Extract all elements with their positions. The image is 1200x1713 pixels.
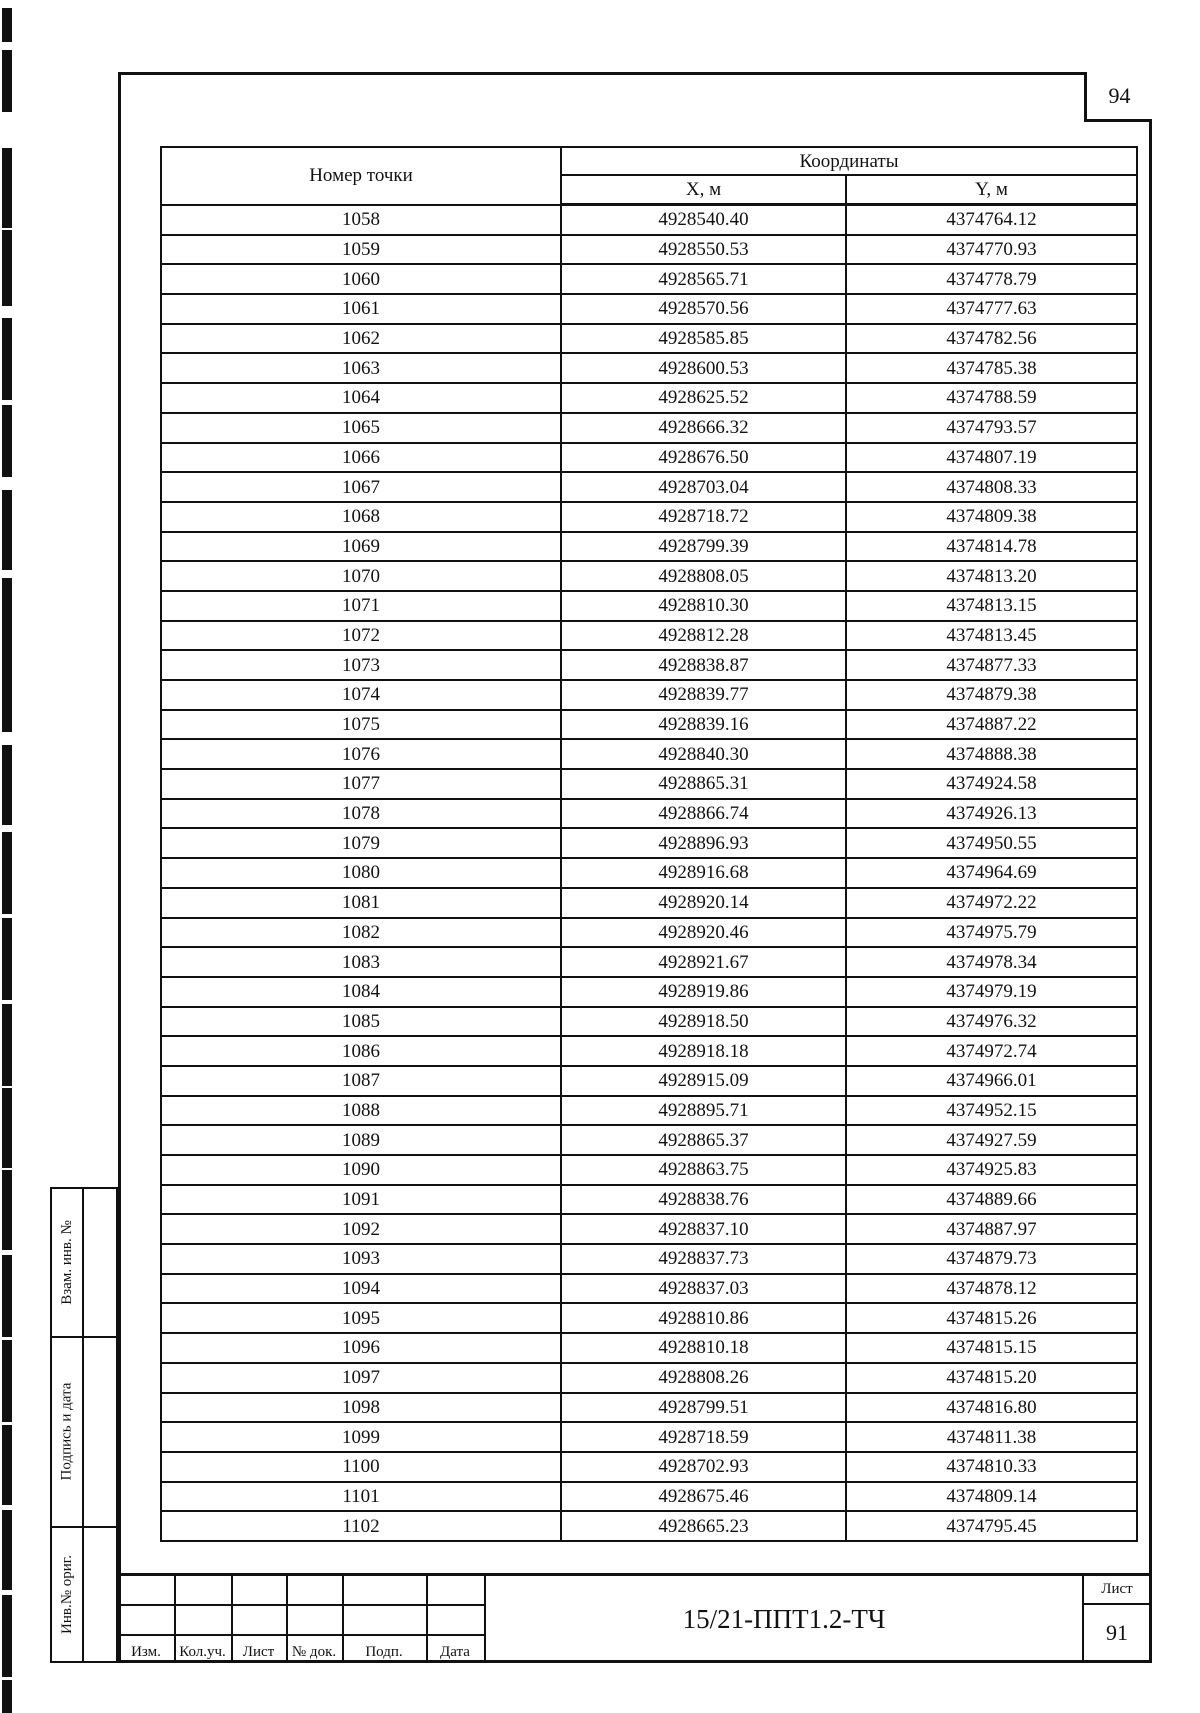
point-number-cell: 1068	[161, 502, 561, 532]
binding-mark	[2, 1340, 12, 1422]
y-coordinate-cell: 4374926.13	[846, 799, 1137, 829]
x-coordinate-cell: 4928585.85	[561, 324, 846, 354]
point-number-cell: 1072	[161, 621, 561, 651]
x-coordinate-cell: 4928837.73	[561, 1244, 846, 1274]
table-row	[161, 591, 1137, 621]
table-row	[161, 1096, 1137, 1126]
point-number-cell: 1084	[161, 977, 561, 1007]
side-label-podpis: Подпись и дата	[58, 1382, 75, 1480]
x-coordinate-cell: 4928808.05	[561, 561, 846, 591]
x-coordinate-cell: 4928838.87	[561, 650, 846, 680]
binding-mark	[2, 1425, 12, 1505]
sheet-label: Лист	[1082, 1576, 1152, 1605]
table-row	[161, 858, 1137, 888]
binding-mark	[2, 1595, 12, 1677]
x-coordinate-cell: 4928799.51	[561, 1393, 846, 1423]
binding-mark	[2, 1088, 12, 1168]
coordinates-table	[160, 146, 1138, 1542]
binding-mark	[2, 578, 12, 660]
y-coordinate-cell: 4374878.12	[846, 1274, 1137, 1304]
col-izm-label: Изм.	[131, 1644, 161, 1660]
binding-mark	[2, 1004, 12, 1086]
col-podp-label: Подп.	[365, 1644, 403, 1660]
x-coordinate-cell: 4928866.74	[561, 799, 846, 829]
x-coordinate-cell: 4928810.30	[561, 591, 846, 621]
x-coordinate-cell: 4928718.72	[561, 502, 846, 532]
table-row	[161, 383, 1137, 413]
point-number-cell: 1096	[161, 1333, 561, 1363]
binding-mark	[2, 918, 12, 1000]
y-coordinate-cell: 4374815.20	[846, 1363, 1137, 1393]
binding-mark	[2, 1680, 12, 1713]
x-coordinate-cell: 4928915.09	[561, 1066, 846, 1096]
point-number-cell: 1089	[161, 1125, 561, 1155]
col-kol-label: Кол.уч.	[179, 1644, 226, 1660]
point-number-cell: 1067	[161, 472, 561, 502]
col-list-label: Лист	[242, 1644, 275, 1660]
point-number-cell: 1071	[161, 591, 561, 621]
col-ndok-label: № док.	[291, 1644, 337, 1660]
binding-mark	[2, 318, 12, 400]
binding-mark	[2, 8, 12, 42]
table-row	[161, 1511, 1137, 1541]
x-coordinate-cell: 4928799.39	[561, 532, 846, 562]
point-number-cell: 1060	[161, 264, 561, 294]
y-coordinate-cell: 4374978.34	[846, 947, 1137, 977]
table-row	[161, 443, 1137, 473]
y-coordinate-cell: 4374807.19	[846, 443, 1137, 473]
point-number-cell: 1086	[161, 1036, 561, 1066]
table-row	[161, 324, 1137, 354]
y-coordinate-cell: 4374889.66	[846, 1185, 1137, 1215]
y-coordinate-cell: 4374813.15	[846, 591, 1137, 621]
y-coordinate-cell: 4374795.45	[846, 1511, 1137, 1541]
table-row	[161, 888, 1137, 918]
table-row	[161, 1274, 1137, 1304]
x-coordinate-cell: 4928837.03	[561, 1274, 846, 1304]
x-coordinate-cell: 4928810.86	[561, 1303, 846, 1333]
binding-mark	[2, 405, 12, 477]
table-body	[161, 205, 1137, 1541]
point-number-cell: 1062	[161, 324, 561, 354]
table-row	[161, 1214, 1137, 1244]
y-coordinate-cell: 4374879.73	[846, 1244, 1137, 1274]
side-label-inv: Инв.№ ориг.	[58, 1555, 75, 1634]
y-coordinate-cell: 4374887.22	[846, 710, 1137, 740]
point-number-cell: 1092	[161, 1214, 561, 1244]
table-row	[161, 1066, 1137, 1096]
table-row	[161, 1125, 1137, 1155]
point-number-cell: 1075	[161, 710, 561, 740]
x-coordinate-cell: 4928565.71	[561, 264, 846, 294]
header-coordinates: Координаты	[561, 147, 1137, 175]
y-coordinate-cell: 4374764.12	[846, 205, 1137, 235]
y-coordinate-cell: 4374770.93	[846, 235, 1137, 265]
approval-side-strip	[50, 1187, 118, 1663]
y-coordinate-cell: 4374815.15	[846, 1333, 1137, 1363]
sheet-number: 91	[1106, 1620, 1128, 1645]
point-number-cell: 1061	[161, 294, 561, 324]
table-row	[161, 1482, 1137, 1512]
header-x: X, м	[561, 175, 846, 205]
y-coordinate-cell: 4374813.45	[846, 621, 1137, 651]
y-coordinate-cell: 4374782.56	[846, 324, 1137, 354]
point-number-cell: 1081	[161, 888, 561, 918]
point-number-cell: 1097	[161, 1363, 561, 1393]
binding-mark	[2, 660, 12, 732]
table-row	[161, 1422, 1137, 1452]
x-coordinate-cell: 4928840.30	[561, 739, 846, 769]
x-coordinate-cell: 4928703.04	[561, 472, 846, 502]
title-block	[118, 1573, 1152, 1663]
x-coordinate-cell: 4928919.86	[561, 977, 846, 1007]
y-coordinate-cell: 4374976.32	[846, 1007, 1137, 1037]
x-coordinate-cell: 4928921.67	[561, 947, 846, 977]
table-row	[161, 1363, 1137, 1393]
table-row	[161, 621, 1137, 651]
x-coordinate-cell: 4928702.93	[561, 1452, 846, 1482]
x-coordinate-cell: 4928916.68	[561, 858, 846, 888]
x-coordinate-cell: 4928570.56	[561, 294, 846, 324]
x-coordinate-cell: 4928812.28	[561, 621, 846, 651]
point-number-cell: 1073	[161, 650, 561, 680]
x-coordinate-cell: 4928865.31	[561, 769, 846, 799]
y-coordinate-cell: 4374810.33	[846, 1452, 1137, 1482]
table-row	[161, 769, 1137, 799]
x-coordinate-cell: 4928675.46	[561, 1482, 846, 1512]
x-coordinate-cell: 4928863.75	[561, 1155, 846, 1185]
point-number-cell: 1080	[161, 858, 561, 888]
x-coordinate-cell: 4928600.53	[561, 353, 846, 383]
x-coordinate-cell: 4928808.26	[561, 1363, 846, 1393]
x-coordinate-cell: 4928920.46	[561, 918, 846, 948]
y-coordinate-cell: 4374887.97	[846, 1214, 1137, 1244]
x-coordinate-cell: 4928676.50	[561, 443, 846, 473]
x-coordinate-cell: 4928837.10	[561, 1214, 846, 1244]
y-coordinate-cell: 4374879.38	[846, 680, 1137, 710]
table-row	[161, 561, 1137, 591]
y-coordinate-cell: 4374811.38	[846, 1422, 1137, 1452]
revision-grid	[118, 1576, 484, 1663]
point-number-cell: 1064	[161, 383, 561, 413]
y-coordinate-cell: 4374924.58	[846, 769, 1137, 799]
y-coordinate-cell: 4374814.78	[846, 532, 1137, 562]
x-coordinate-cell: 4928810.18	[561, 1333, 846, 1363]
point-number-cell: 1058	[161, 205, 561, 235]
point-number-cell: 1091	[161, 1185, 561, 1215]
point-number-cell: 1076	[161, 739, 561, 769]
point-number-cell: 1078	[161, 799, 561, 829]
point-number-cell: 1088	[161, 1096, 561, 1126]
table-row	[161, 1155, 1137, 1185]
binding-mark	[2, 148, 12, 228]
point-number-cell: 1059	[161, 235, 561, 265]
y-coordinate-cell: 4374964.69	[846, 858, 1137, 888]
point-number-cell: 1087	[161, 1066, 561, 1096]
point-number-cell: 1102	[161, 1511, 561, 1541]
x-coordinate-cell: 4928718.59	[561, 1422, 846, 1452]
table-row	[161, 977, 1137, 1007]
y-coordinate-cell: 4374877.33	[846, 650, 1137, 680]
x-coordinate-cell: 4928918.18	[561, 1036, 846, 1066]
point-number-cell: 1095	[161, 1303, 561, 1333]
table-row	[161, 1185, 1137, 1215]
document-code: 15/21-ППТ1.2-ТЧ	[484, 1576, 1084, 1663]
table-row	[161, 353, 1137, 383]
y-coordinate-cell: 4374975.79	[846, 918, 1137, 948]
y-coordinate-cell: 4374950.55	[846, 828, 1137, 858]
x-coordinate-cell: 4928895.71	[561, 1096, 846, 1126]
table-row	[161, 680, 1137, 710]
table-row	[161, 710, 1137, 740]
x-coordinate-cell: 4928665.23	[561, 1511, 846, 1541]
y-coordinate-cell: 4374966.01	[846, 1066, 1137, 1096]
x-coordinate-cell: 4928865.37	[561, 1125, 846, 1155]
x-coordinate-cell: 4928839.77	[561, 680, 846, 710]
header-y: Y, м	[846, 175, 1137, 205]
binding-mark	[2, 490, 12, 570]
x-coordinate-cell: 4928838.76	[561, 1185, 846, 1215]
table-row	[161, 947, 1137, 977]
y-coordinate-cell: 4374972.74	[846, 1036, 1137, 1066]
table-row	[161, 1333, 1137, 1363]
point-number-cell: 1066	[161, 443, 561, 473]
x-coordinate-cell: 4928920.14	[561, 888, 846, 918]
point-number-cell: 1101	[161, 1482, 561, 1512]
y-coordinate-cell: 4374972.22	[846, 888, 1137, 918]
point-number-cell: 1070	[161, 561, 561, 591]
point-number-cell: 1079	[161, 828, 561, 858]
table-row	[161, 1036, 1137, 1066]
table-row	[161, 1393, 1137, 1423]
point-number-cell: 1063	[161, 353, 561, 383]
y-coordinate-cell: 4374778.79	[846, 264, 1137, 294]
table-row	[161, 1303, 1137, 1333]
y-coordinate-cell: 4374813.20	[846, 561, 1137, 591]
x-coordinate-cell: 4928666.32	[561, 413, 846, 443]
table-row	[161, 1007, 1137, 1037]
binding-marks	[0, 0, 14, 1713]
table-row	[161, 472, 1137, 502]
point-number-cell: 1098	[161, 1393, 561, 1423]
col-data-label: Дата	[440, 1644, 470, 1660]
table-row	[161, 799, 1137, 829]
binding-mark	[2, 230, 12, 306]
binding-mark	[2, 1255, 12, 1337]
table-row	[161, 918, 1137, 948]
y-coordinate-cell: 4374809.38	[846, 502, 1137, 532]
y-coordinate-cell: 4374925.83	[846, 1155, 1137, 1185]
y-coordinate-cell: 4374979.19	[846, 977, 1137, 1007]
point-number-cell: 1077	[161, 769, 561, 799]
y-coordinate-cell: 4374809.14	[846, 1482, 1137, 1512]
table-row	[161, 502, 1137, 532]
binding-mark	[2, 50, 12, 112]
table-row	[161, 1452, 1137, 1482]
point-number-cell: 1085	[161, 1007, 561, 1037]
point-number-cell: 1100	[161, 1452, 561, 1482]
point-number-cell: 1082	[161, 918, 561, 948]
x-coordinate-cell: 4928918.50	[561, 1007, 846, 1037]
point-number-cell: 1069	[161, 532, 561, 562]
y-coordinate-cell: 4374793.57	[846, 413, 1137, 443]
table-row	[161, 650, 1137, 680]
x-coordinate-cell: 4928839.16	[561, 710, 846, 740]
table-row	[161, 1244, 1137, 1274]
y-coordinate-cell: 4374788.59	[846, 383, 1137, 413]
table-row	[161, 264, 1137, 294]
binding-mark	[2, 1170, 12, 1250]
point-number-cell: 1065	[161, 413, 561, 443]
point-number-cell: 1093	[161, 1244, 561, 1274]
x-coordinate-cell: 4928896.93	[561, 828, 846, 858]
binding-mark	[2, 1510, 12, 1590]
x-coordinate-cell: 4928540.40	[561, 205, 846, 235]
point-number-cell: 1083	[161, 947, 561, 977]
y-coordinate-cell: 4374952.15	[846, 1096, 1137, 1126]
y-coordinate-cell: 4374888.38	[846, 739, 1137, 769]
table-row	[161, 413, 1137, 443]
table-row	[161, 532, 1137, 562]
binding-mark	[2, 832, 12, 914]
side-label-vzam: Взам. инв. №	[58, 1220, 75, 1305]
table-row	[161, 294, 1137, 324]
y-coordinate-cell: 4374785.38	[846, 353, 1137, 383]
y-coordinate-cell: 4374777.63	[846, 294, 1137, 324]
point-number-cell: 1099	[161, 1422, 561, 1452]
y-coordinate-cell: 4374815.26	[846, 1303, 1137, 1333]
y-coordinate-cell: 4374808.33	[846, 472, 1137, 502]
table-row	[161, 739, 1137, 769]
y-coordinate-cell: 4374816.80	[846, 1393, 1137, 1423]
table-row	[161, 235, 1137, 265]
table-row	[161, 205, 1137, 235]
point-number-cell: 1090	[161, 1155, 561, 1185]
x-coordinate-cell: 4928550.53	[561, 235, 846, 265]
binding-mark	[2, 745, 12, 825]
x-coordinate-cell: 4928625.52	[561, 383, 846, 413]
table-row	[161, 828, 1137, 858]
point-number-cell: 1074	[161, 680, 561, 710]
page-number: 94	[1084, 72, 1152, 122]
y-coordinate-cell: 4374927.59	[846, 1125, 1137, 1155]
point-number-cell: 1094	[161, 1274, 561, 1304]
header-point-number: Номер точки	[161, 147, 561, 205]
